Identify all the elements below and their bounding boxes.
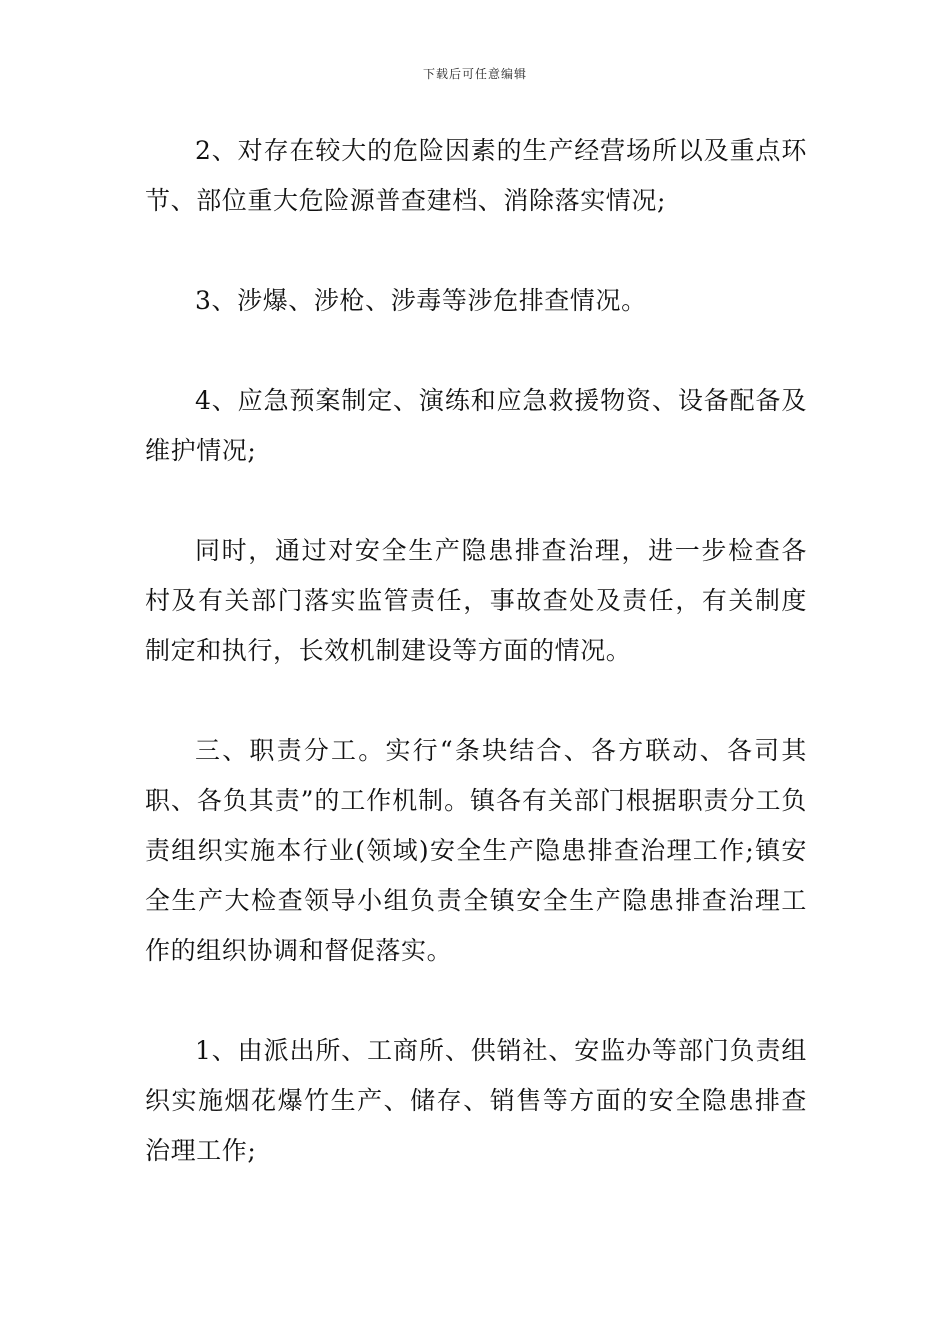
page-header-note: 下载后可任意编辑 — [422, 67, 527, 81]
paragraph-section-three-duties: 三、职责分工。实行“条块结合、各方联动、各司其职、各负其责”的工作机制。镇各有关部门根据职责分工负责组织实施本行业(领域)安全生产隐患排查治理工作;镇安全生产大检查领导小组负责全镇安全生产隐患排查治理工作的组织协调和督促落实。 — [145, 736, 807, 965]
paragraph-gap — [145, 976, 807, 1026]
paragraph-gap — [145, 676, 807, 726]
paragraph-duty-item-1: 1、由派出所、工商所、供销社、安监办等部门负责组织实施烟花爆竹生产、储存、销售等方面的安全隐患排查治理工作; — [145, 1036, 807, 1165]
paragraph-item-2: 2、对存在较大的危险因素的生产经营场所以及重点环节、部位重大危险源普查建档、消除落实情况; — [145, 136, 807, 215]
paragraph-item-4: 4、应急预案制定、演练和应急救援物资、设备配备及维护情况; — [145, 386, 807, 465]
paragraph-gap — [145, 326, 807, 376]
paragraph-gap — [145, 226, 807, 276]
document-body — [145, 126, 807, 1176]
paragraph-supervision: 同时，通过对安全生产隐患排查治理，进一步检查各村及有关部门落实监管责任，事故查处及责任，有关制度制定和执行，长效机制建设等方面的情况。 — [145, 536, 807, 665]
paragraph-item-3: 3、涉爆、涉枪、涉毒等涉危排查情况。 — [195, 286, 647, 315]
paragraph-gap — [145, 476, 807, 526]
